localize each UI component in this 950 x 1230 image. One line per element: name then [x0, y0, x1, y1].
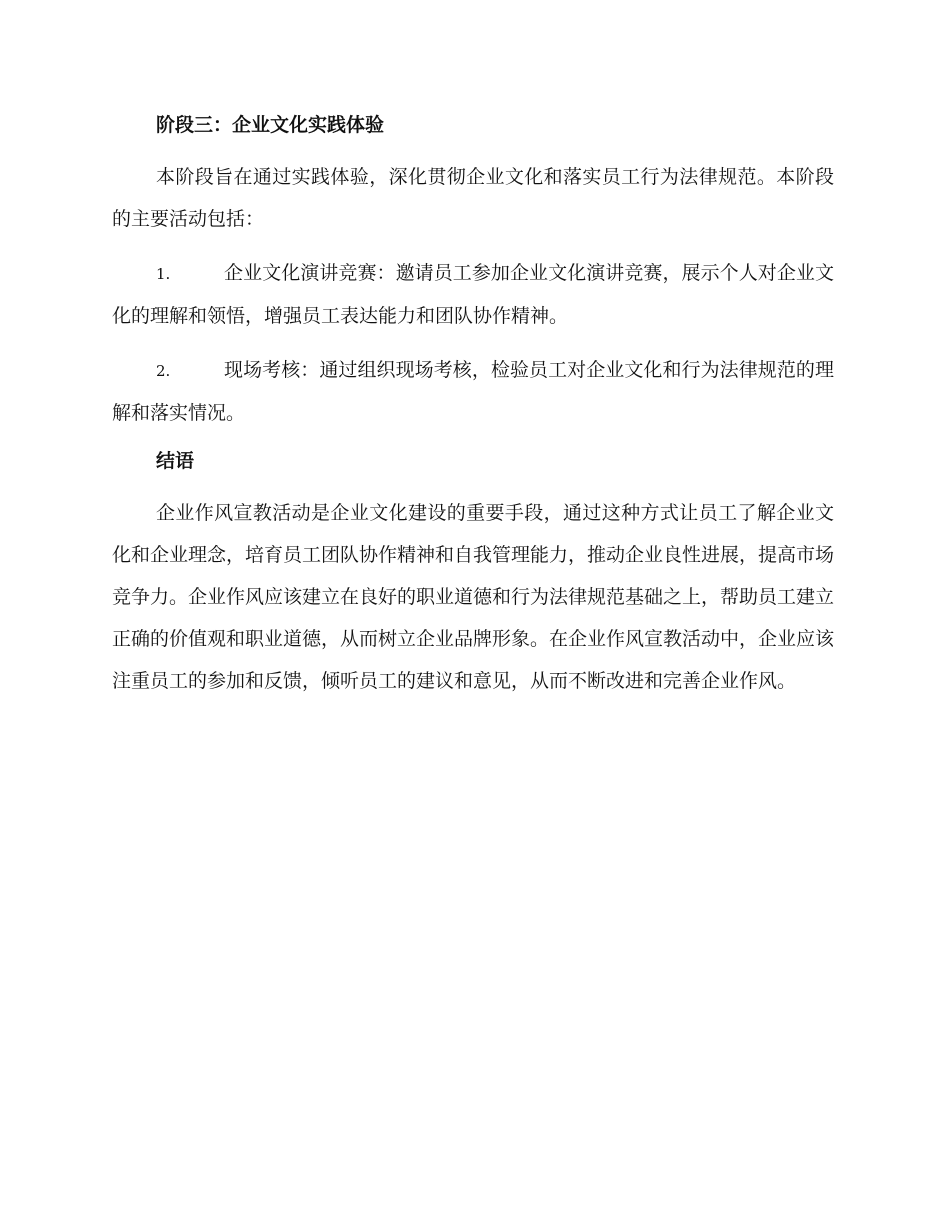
- conclusion-text: 企业作风宣教活动是企业文化建设的重要手段，通过这种方式让员工了解企业文化和企业理念，培育员工团队协作精神和自我管理能力，推动企业良性进展，提高市场竞争力。企业作风应该建立在良好的职业道德和行为法律规范基础之上，帮助员工建立正确的价值观和职业道德，从而树立企业品牌形象。在企业作风宣教活动中，企业应该注重员工的参加和反馈，倾听员工的建议和意见，从而不断改进和完善企业作风。: [112, 502, 835, 692]
- list-item-text: 企业文化演讲竞赛：邀请员工参加企业文化演讲竞赛，展示个人对企业文化的理解和领悟，增强员工表达能力和团队协作精神。: [112, 262, 834, 327]
- list-number: 2.: [156, 362, 171, 380]
- section3-intro: 本阶段旨在通过实践体验，深化贯彻企业文化和落实员工行为法律规范。本阶段的主要活动包括：: [112, 166, 834, 230]
- list-number: 1.: [156, 265, 171, 283]
- section3-heading: 阶段三：企业文化实践体验: [156, 114, 385, 136]
- document-page: [112, 108, 834, 702]
- conclusion-heading: 结语: [156, 450, 195, 472]
- list-item: [112, 252, 834, 337]
- list-item-text: 现场考核：通过组织现场考核，检验员工对企业文化和行为法律规范的理解和落实情况。: [112, 359, 834, 424]
- list-item: [112, 349, 834, 434]
